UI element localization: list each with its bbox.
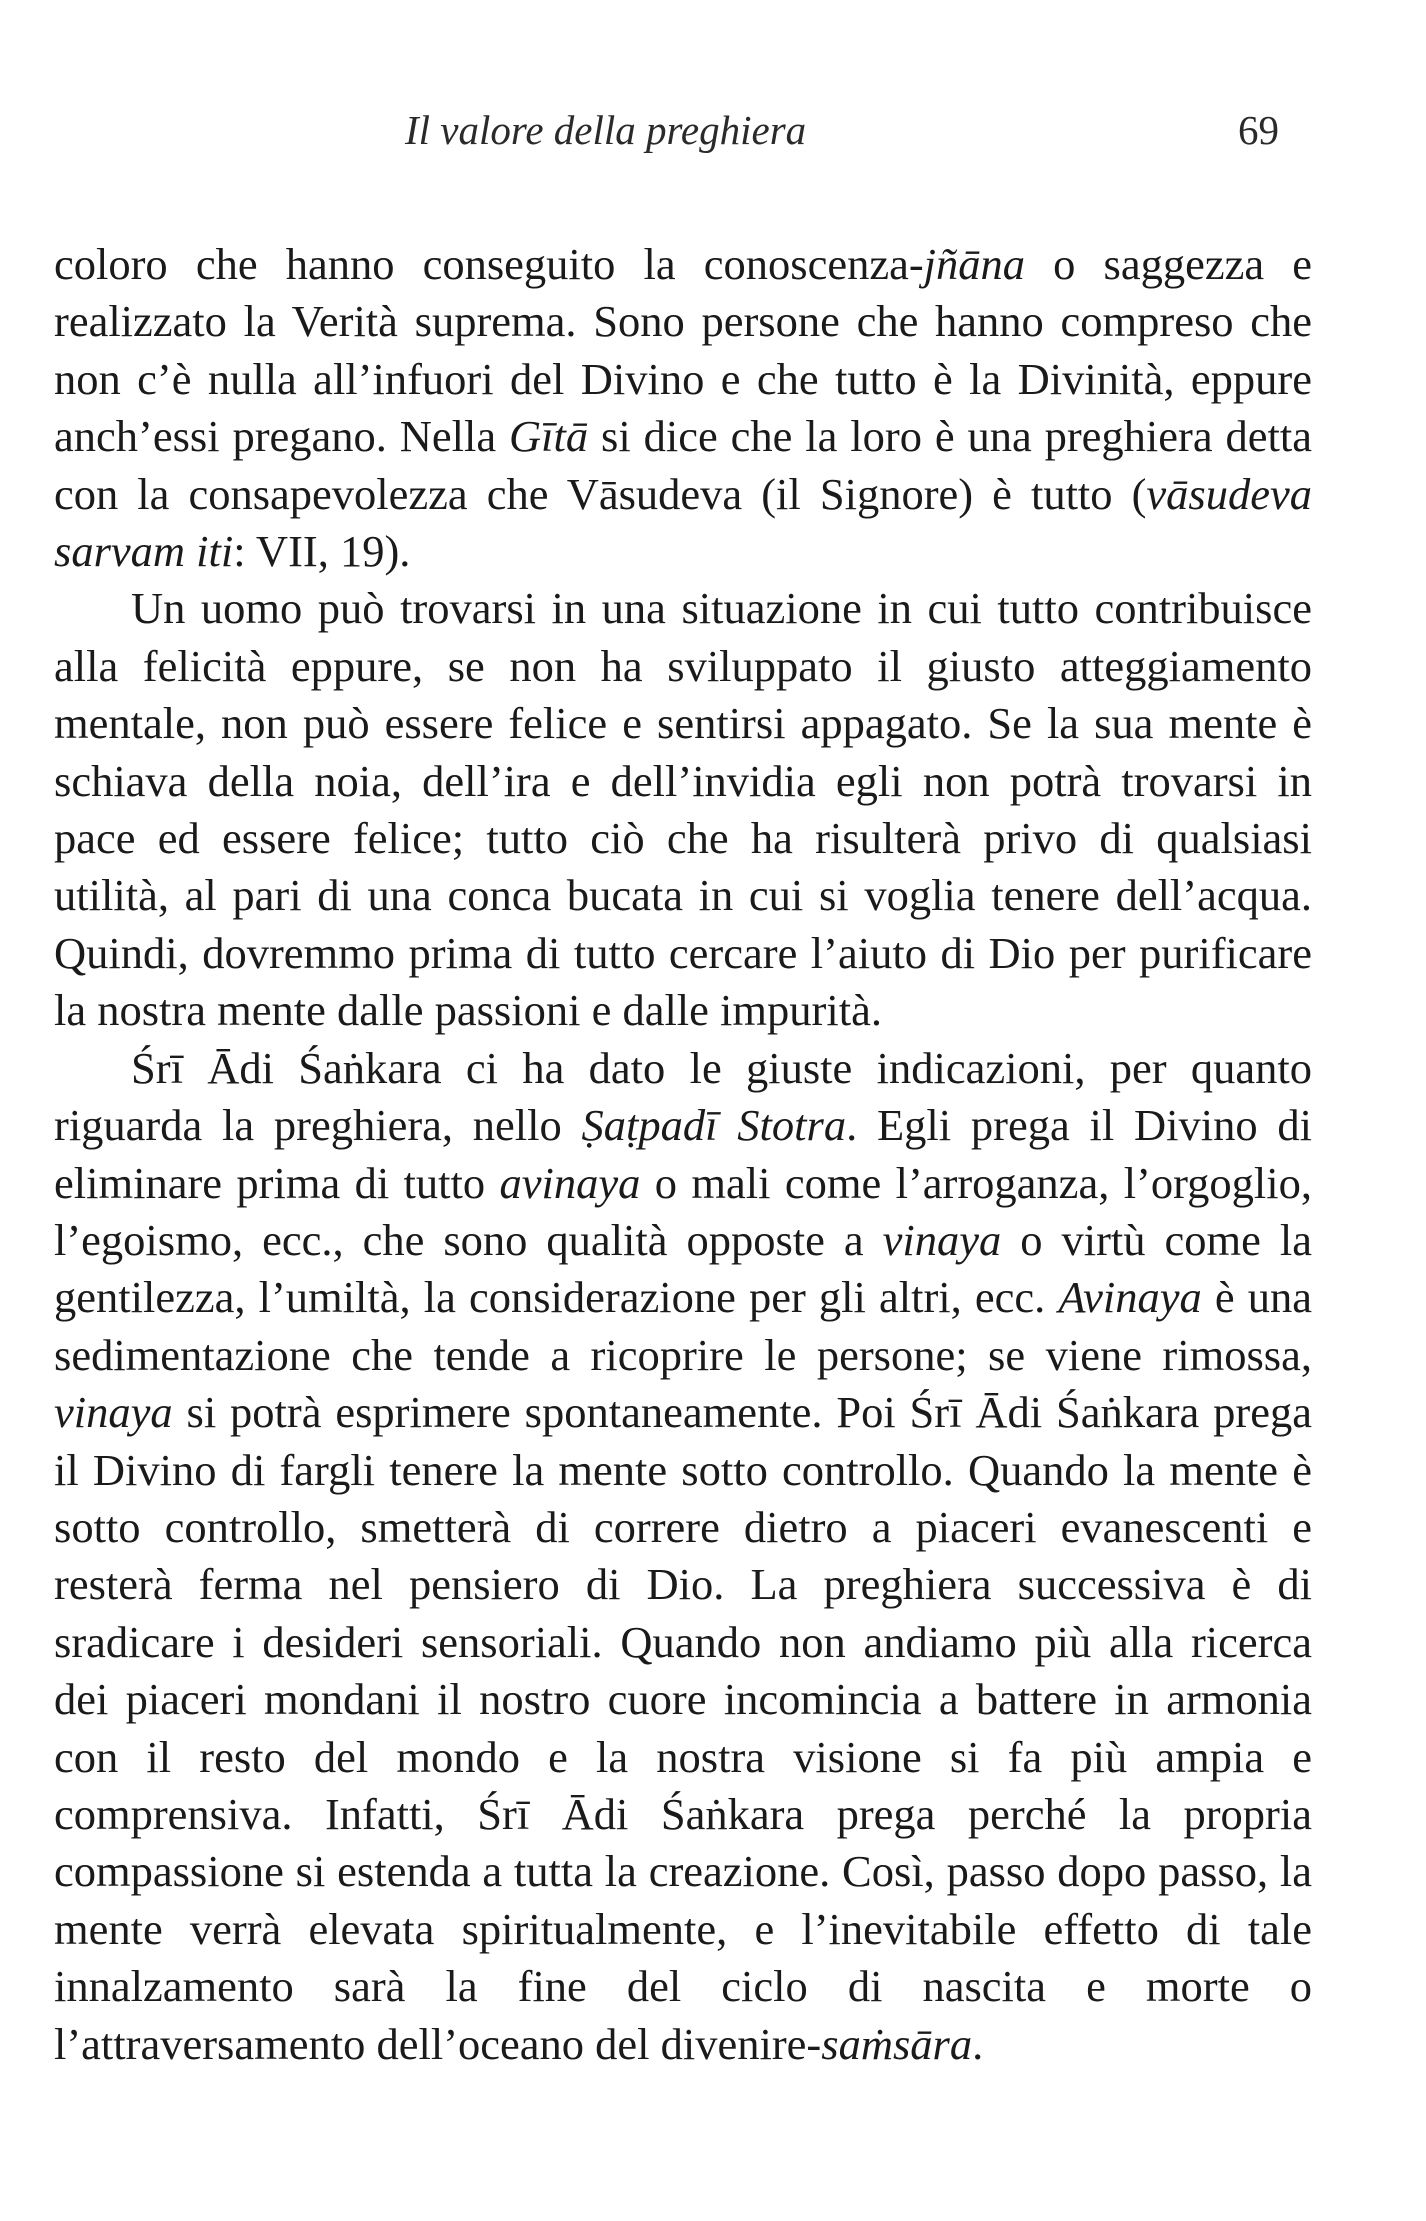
text-run: si dice che la loro è una preghiera detta con la consapevolezza che Vāsudeva (il Signore) è tutto ( (54, 411, 1312, 519)
running-header (0, 105, 1426, 155)
italic-term: Gītā (509, 411, 589, 462)
italic-term: Avinaya (1058, 1272, 1202, 1323)
italic-term: vāsudeva sarvam iti (54, 468, 1312, 577)
running-title: Il valore della preghiera (405, 107, 807, 153)
body-text (54, 236, 1312, 2073)
italic-term: jñāna (923, 239, 1026, 289)
text-run: coloro che hanno conseguito la conoscenza- (54, 239, 924, 289)
paragraph (54, 1040, 1312, 2073)
text-run: . (972, 2018, 984, 2069)
text-run: . Egli prega il Divino di eliminare prima di tutto (54, 1100, 1312, 1208)
text-run: Un uomo può trovarsi in una situazione in cui tutto contribuisce alla felicità eppure, se non ha sviluppato il giusto atteggiamento mentale, non può essere felice e sentirsi appagato. Se la sua mente è schiava della noia, dell’ira e dell’invidia egli non potrà trovarsi in pace ed essere felice; tutto ciò che ha risulterà privo di qualsiasi utilità, al pari di una conca bucata in cui si voglia tenere dell’acqua. Quindi, dovremmo prima di tutto cercare l’aiuto di Dio per purificare la nostra mente dalle passioni e dalle impurità. (54, 583, 1312, 1036)
text-run: è una sedimentazione che tende a ricoprire le persone; se viene rimossa, (54, 1272, 1312, 1380)
italic-term: saṁsāra (821, 2018, 973, 2069)
italic-term: avinaya (499, 1157, 641, 1208)
text-run: : VII, 19). (233, 526, 411, 577)
text-run: o mali come l’arroganza, l’orgoglio, l’egoismo, ecc., che sono qualità opposte a (54, 1157, 1312, 1265)
page-number: 69 (1238, 107, 1279, 153)
text-run: o saggezza e realizzato la Verità suprema. Sono persone che hanno compreso che non c’è nulla all’infuori del Divino e che tutto è la Divinità, eppure anch’essi pregano. Nella (54, 239, 1312, 462)
italic-term: vinaya (882, 1214, 1002, 1265)
italic-term: vinaya (54, 1387, 173, 1438)
text-run: o virtù come la gentilezza, l’umiltà, la considerazione per gli altri, ecc. (54, 1214, 1312, 1323)
italic-term: Ṣaṭpadī Stotra (581, 1100, 847, 1151)
paragraph (54, 580, 1312, 1039)
text-run: si potrà esprimere spontaneamente. Poi Śrī Ādi Śaṅkara prega il Divino di fargli tenere la mente sotto controllo. Quando la mente è sotto controllo, smetterà di correre dietro a piaceri evanescenti e resterà ferma nel pensiero di Dio. La preghiera successiva è di sradicare i desideri sensoriali. Quando non andiamo più alla ricerca dei piaceri mondani il nostro cuore incomincia a battere in armonia con il resto del mondo e la nostra visione si fa più ampia e comprensiva. Infatti, Śrī Ādi Śaṅkara prega perché la propria compassione si estenda a tutta la creazione. Così, passo dopo passo, la mente verrà elevata spiritualmente, e l’inevitabile effetto di tale innalzamento sarà la fine del ciclo di nascita e morte o l’attraversamento dell’oceano del divenire- (54, 1387, 1312, 2069)
text-run: Śrī Ādi Śaṅkara ci ha dato le giuste indicazioni, per quanto riguarda la preghiera, nello (54, 1042, 1312, 1151)
paragraph (54, 236, 1312, 580)
